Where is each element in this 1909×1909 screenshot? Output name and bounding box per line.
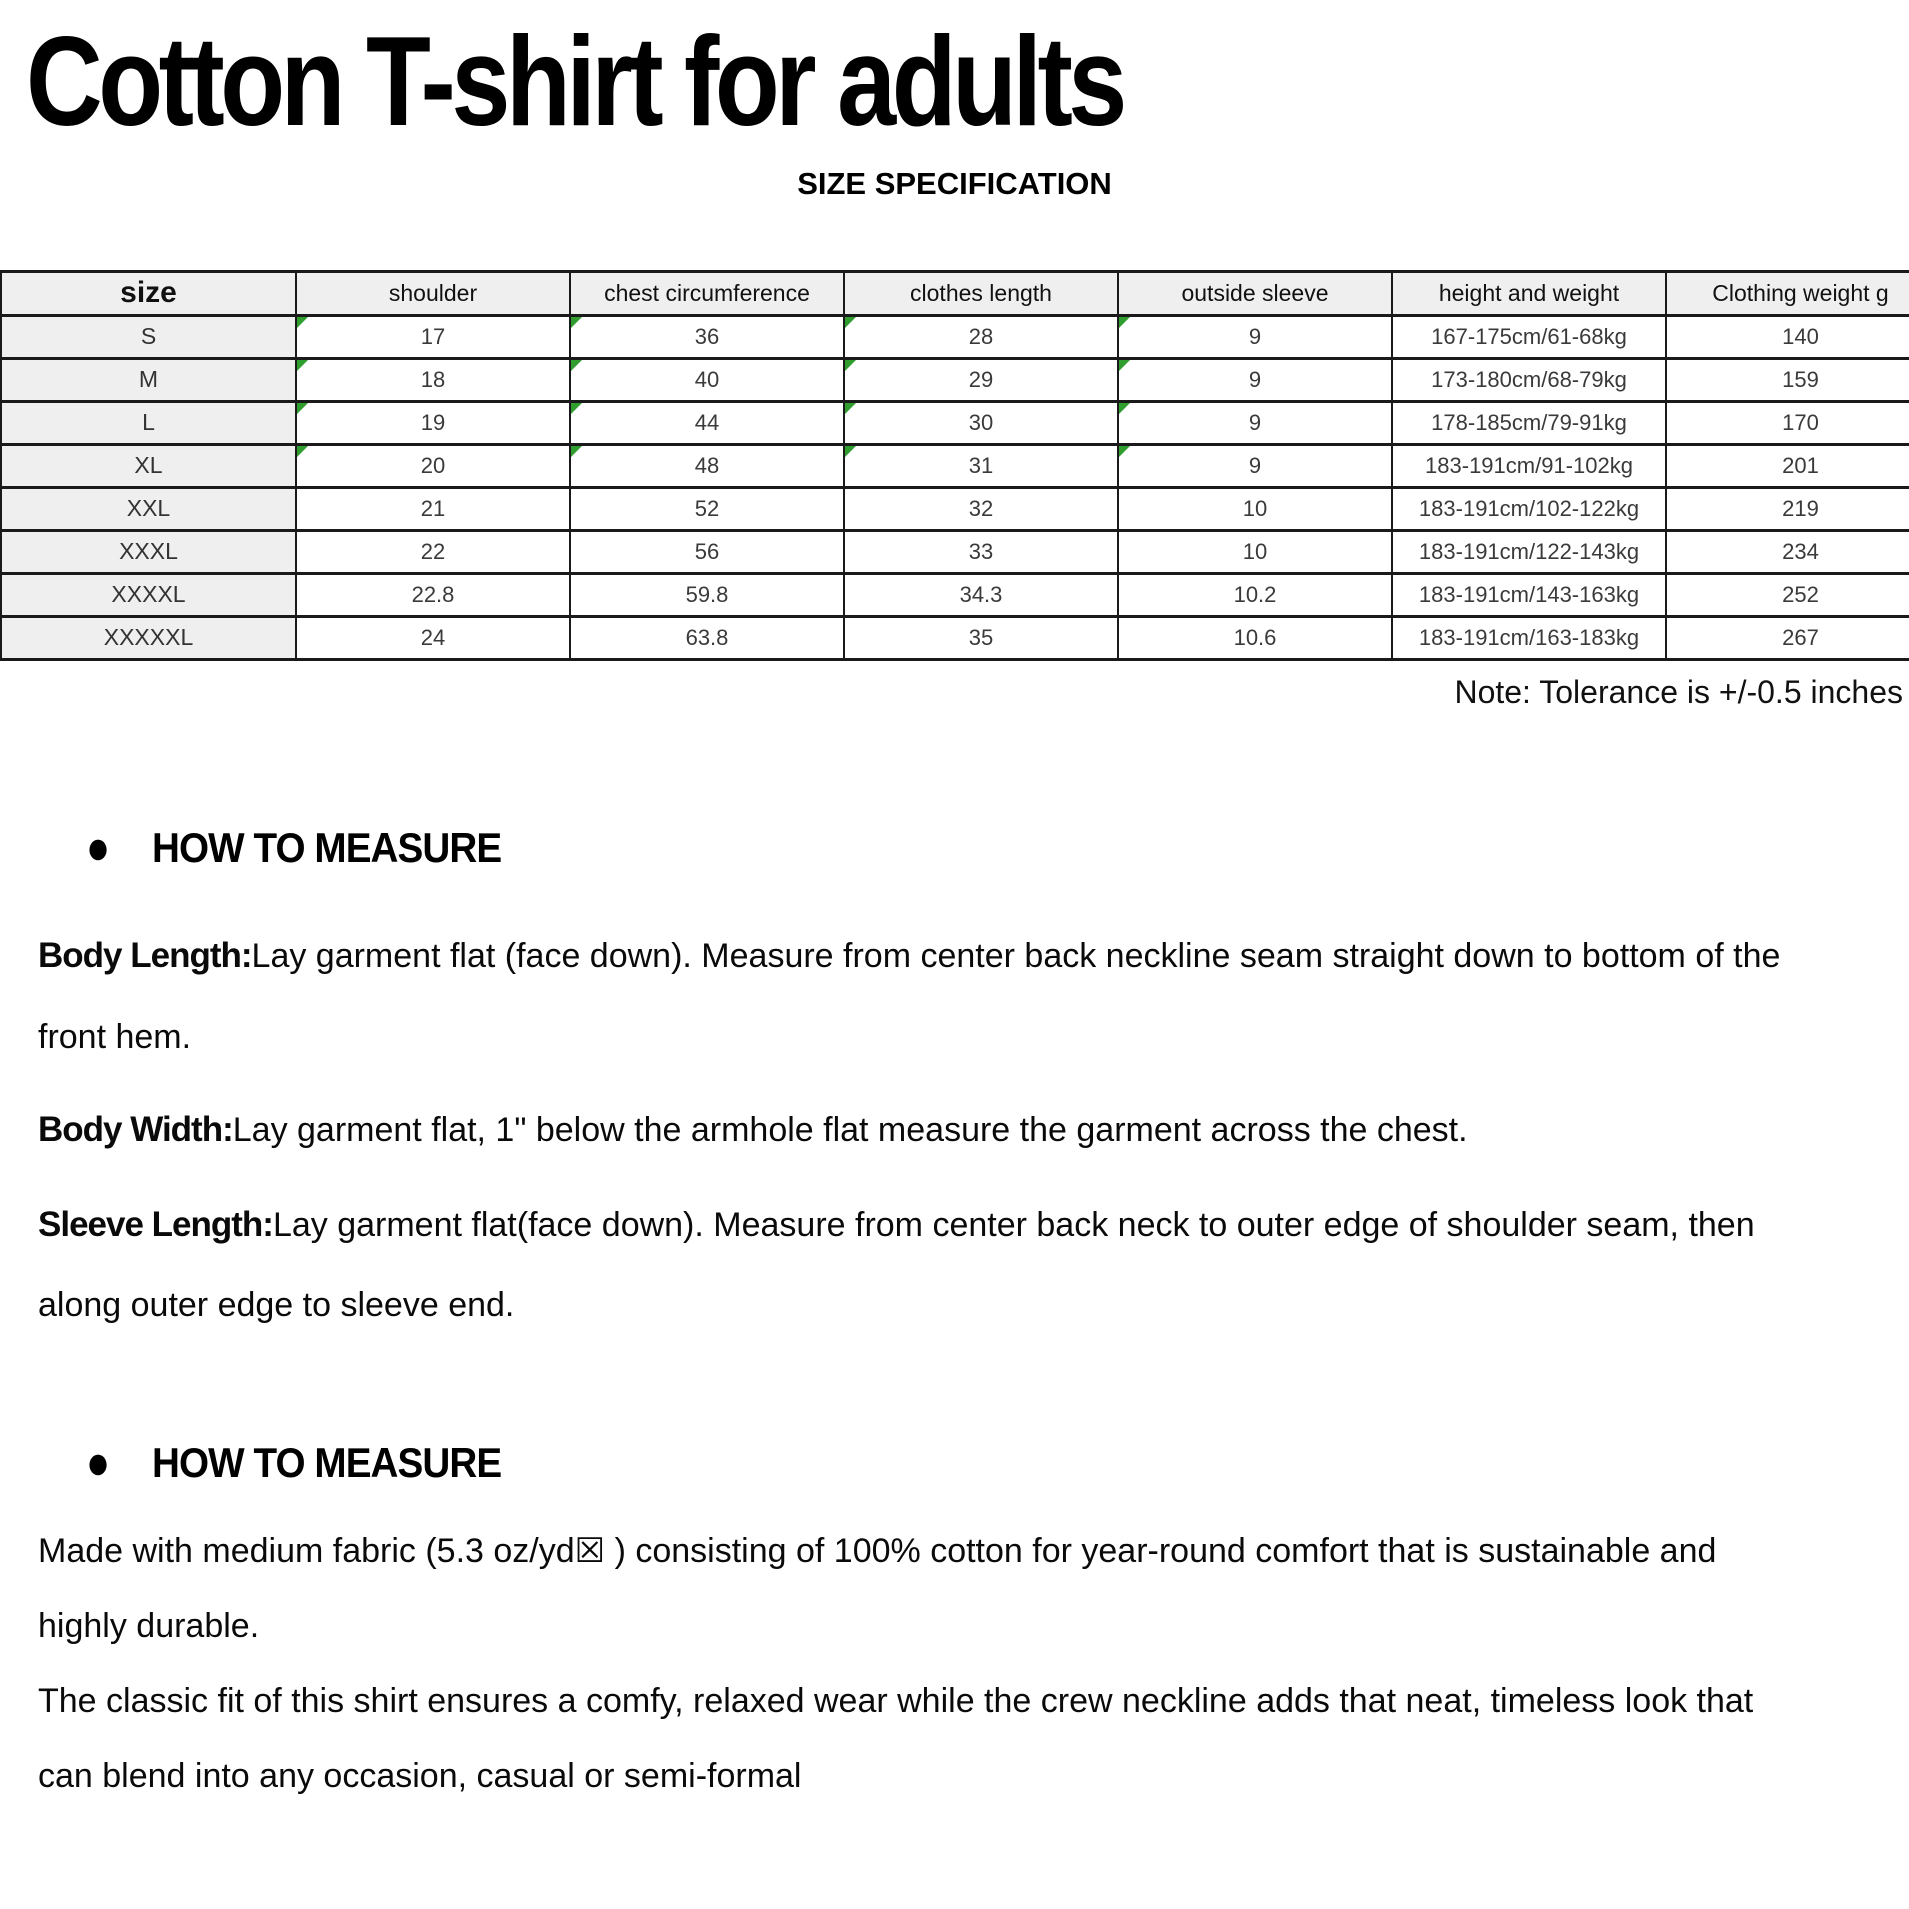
size-specification-subtitle: SIZE SPECIFICATION <box>797 165 1112 201</box>
value-cell: 56 <box>570 530 844 573</box>
fabric-description: Made with medium fabric (5.3 oz/yd☒ ) consisting of 100% cotton for year-round comfort that is sustainable and highly durable. <box>38 1532 1717 1645</box>
size-cell: XXL <box>1 487 296 530</box>
measure-instructions <box>38 915 1909 1346</box>
value-cell: 29 <box>844 358 1118 401</box>
size-table <box>0 270 1909 661</box>
column-header: chest circumference <box>570 271 844 315</box>
how-to-measure-heading-2 <box>86 1438 1909 1488</box>
table-row <box>1 315 1909 358</box>
value-cell: 48 <box>570 444 844 487</box>
value-cell: 31 <box>844 444 1118 487</box>
measure-text-body-length: Lay garment flat (face down). Measure from center back neckline seam straight down to bottom of the front hem. <box>38 937 1781 1056</box>
value-cell: 40 <box>570 358 844 401</box>
value-cell: 21 <box>296 487 570 530</box>
value-cell: 44 <box>570 401 844 444</box>
value-cell: 63.8 <box>570 616 844 659</box>
column-header: size <box>1 271 296 315</box>
value-cell: 34.3 <box>844 573 1118 616</box>
size-cell: XXXXXL <box>1 616 296 659</box>
measure-item-sleeve-length <box>38 1184 1818 1346</box>
value-cell: 159 <box>1666 358 1909 401</box>
value-cell: 183-191cm/163-183kg <box>1392 616 1666 659</box>
value-cell: 10.6 <box>1118 616 1392 659</box>
table-row <box>1 530 1909 573</box>
table-row <box>1 444 1909 487</box>
table-row <box>1 616 1909 659</box>
size-cell: L <box>1 401 296 444</box>
size-cell: XL <box>1 444 296 487</box>
value-cell: 178-185cm/79-91kg <box>1392 401 1666 444</box>
value-cell: 20 <box>296 444 570 487</box>
value-cell: 167-175cm/61-68kg <box>1392 315 1666 358</box>
value-cell: 22 <box>296 530 570 573</box>
table-row <box>1 401 1909 444</box>
value-cell: 19 <box>296 401 570 444</box>
tolerance-note: Note: Tolerance is +/-0.5 inches <box>1454 673 1903 710</box>
measure-item-body-length <box>38 915 1818 1077</box>
value-cell: 140 <box>1666 315 1909 358</box>
measure-label-body-width: Body Width: <box>38 1110 233 1150</box>
value-cell: 59.8 <box>570 573 844 616</box>
value-cell: 10 <box>1118 530 1392 573</box>
column-header: clothes length <box>844 271 1118 315</box>
how-to-measure-heading-1 <box>86 823 1909 873</box>
table-row <box>1 358 1909 401</box>
measure-label-body-length: Body Length: <box>38 936 252 976</box>
value-cell: 183-191cm/102-122kg <box>1392 487 1666 530</box>
value-cell: 10 <box>1118 487 1392 530</box>
value-cell: 24 <box>296 616 570 659</box>
value-cell: 28 <box>844 315 1118 358</box>
measure-text-sleeve-length: Lay garment flat(face down). Measure from center back neck to outer edge of shoulder seam, then along outer edge to sleeve end. <box>38 1205 1755 1324</box>
value-cell: 35 <box>844 616 1118 659</box>
column-header: Clothing weight g <box>1666 271 1909 315</box>
value-cell: 9 <box>1118 358 1392 401</box>
measure-item-body-width <box>38 1089 1818 1171</box>
table-row <box>1 573 1909 616</box>
value-cell: 36 <box>570 315 844 358</box>
value-cell: 33 <box>844 530 1118 573</box>
value-cell: 219 <box>1666 487 1909 530</box>
bullet-icon: ● <box>86 821 111 875</box>
value-cell: 183-191cm/122-143kg <box>1392 530 1666 573</box>
heading-text: HOW TO MEASURE <box>152 1438 502 1486</box>
column-header: height and weight <box>1392 271 1666 315</box>
value-cell: 18 <box>296 358 570 401</box>
value-cell: 173-180cm/68-79kg <box>1392 358 1666 401</box>
value-cell: 22.8 <box>296 573 570 616</box>
fit-description: The classic fit of this shirt ensures a comfy, relaxed wear while the crew neckline adds that neat, timeless look that can blend into any occasion, casual or semi-formal <box>38 1681 1754 1795</box>
size-cell: M <box>1 358 296 401</box>
value-cell: 170 <box>1666 401 1909 444</box>
page-title: Cotton T-shirt for adults <box>26 10 1123 154</box>
size-cell: XXXL <box>1 530 296 573</box>
value-cell: 30 <box>844 401 1118 444</box>
table-body <box>1 315 1909 659</box>
column-header: outside sleeve <box>1118 271 1392 315</box>
heading-text: HOW TO MEASURE <box>152 823 502 871</box>
value-cell: 52 <box>570 487 844 530</box>
size-cell: S <box>1 315 296 358</box>
column-header: shoulder <box>296 271 570 315</box>
value-cell: 183-191cm/143-163kg <box>1392 573 1666 616</box>
value-cell: 10.2 <box>1118 573 1392 616</box>
value-cell: 17 <box>296 315 570 358</box>
value-cell: 9 <box>1118 401 1392 444</box>
table-header-row <box>1 271 1909 315</box>
measure-text-body-width: Lay garment flat, 1" below the armhole flat measure the garment across the chest. <box>232 1111 1468 1150</box>
value-cell: 183-191cm/91-102kg <box>1392 444 1666 487</box>
measure-label-sleeve-length: Sleeve Length: <box>38 1204 273 1244</box>
bullet-icon: ● <box>86 1436 111 1490</box>
value-cell: 267 <box>1666 616 1909 659</box>
value-cell: 9 <box>1118 444 1392 487</box>
table-row <box>1 487 1909 530</box>
size-cell: XXXXL <box>1 573 296 616</box>
value-cell: 32 <box>844 487 1118 530</box>
value-cell: 201 <box>1666 444 1909 487</box>
value-cell: 252 <box>1666 573 1909 616</box>
value-cell: 9 <box>1118 315 1392 358</box>
value-cell: 234 <box>1666 530 1909 573</box>
